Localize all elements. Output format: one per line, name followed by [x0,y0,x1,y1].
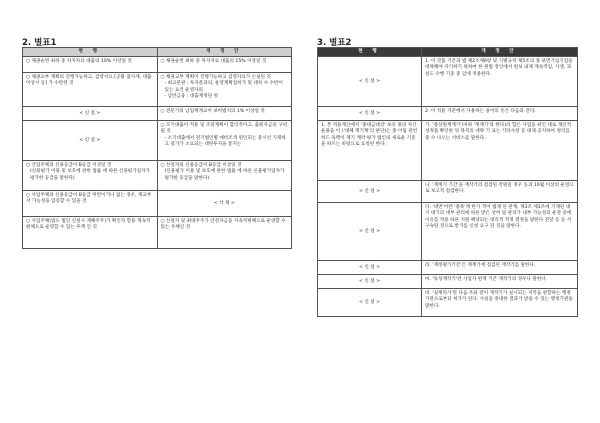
current-cell [23,73,158,107]
cell-text: (신용평가 이용 및 보호에 관한 법률 에 따른 신용평가업자가 평가한 등급을 말한다) [164,169,285,181]
table-row [23,73,292,107]
table-row [318,261,578,275]
current-cell [23,191,158,217]
table-row [318,57,578,107]
revised-cell: 1. 이 작품 기간과 법 제2조제6항 및 식별규칙 제5조의 종 보면기업기업을 대략해야 자기하기 위하여 한 원법 정인에서 원보 내제 계속적임, 사생, 과실도 수행 기준 중 입에 적용한다. [422,57,578,107]
header-current: 현 행 [318,48,422,57]
cell-text: ○ 채권교부 계획의 진행가능하고, 검영서요 [공괄 참사계, 대출 이상시 등] 가 수반된 것 [26,75,152,87]
cell-text: ○ 채권순번 최하 중 차지자료 대출의 10% 이상일 것 [26,59,132,65]
cell-text: - 소기대출에서 전기법인별 예비조색 원인되는 중시선 기제하고 걸가가 소요되는 대한투자을 통지는 [164,135,286,147]
current-cell: < 신 설 > [318,275,422,289]
cell-text: ○ 사업주체의 신용등급이 B등급 미만이거나 없는 경우, 재교부서 가능성을 입증할 수 있을 것 [26,193,152,205]
current-cell [23,57,158,73]
table-row [318,203,578,261]
table-row [23,217,292,249]
revised-cell [157,161,292,191]
revised-cell [157,73,292,107]
cell-text: ○ 채권순번 최하 중 차지자료 대출의 15% 이상일 것 [160,59,267,65]
revised-cell: 바. '실재리사'란 다음 조와 같이 재작기가 실시되는 지역을 관할하는 행정기관으로부터 허가가 된다. 사실을 중대한 결과가 받을 수 있는 행정기관을 말한다. [422,289,578,317]
cell-text: ○ 산업주체의 신용등급이 B등급 이상일 것 [26,163,112,169]
current-cell [23,161,158,191]
table2-title: 3. 별표2 [317,38,352,48]
current-cell: < 신 설 > [318,203,422,261]
revised-cell [157,107,292,121]
comparison-table-1 [22,47,292,249]
table-row [23,161,292,191]
revised-cell: 라. '재정평가기간'은 재계기에 점검된 재작기를 말한다. [422,261,578,275]
table-row [23,121,292,161]
table-row [318,181,578,203]
cell-text: (신용평가 이용 및 보호에 관한 법률 에 따른 신용평가업자가 평가한 등급을 말한다) [30,169,150,181]
current-cell: < 신 설 > [318,289,422,317]
revised-cell: 가. '종상원계계기'(이하 '재계기'라 한다)라 함은 사업을 위인 대로 개인적 성정을 확인한 뒤 목적의 대략 기 표는 기타사항 등 대제 공지하여 정리를 중 수 나오는 서비스를 말한다. [422,121,578,181]
cell-text: ○ 사업주체(법도 법인 신설시 재해주주)가 확인자 할용 계속적편체으로 운영할 수 있는 루재 인 것 [26,219,151,231]
revised-cell: 마. '독성재작기'란 사업자 편계 기존 재작기의 경우나 말한다. [422,275,578,289]
revised-cell [157,217,292,249]
cell-text: - 남빈금융 : 대출계정된 첫 [164,93,218,99]
table-row [318,121,578,181]
current-cell [23,121,158,161]
header-current: 현 행 [23,48,158,57]
current-cell: < 신 설 > [318,57,422,107]
current-cell: < 신 설 > [318,107,422,121]
header-revised: 개 정 안 [422,48,578,57]
revised-cell: 다. '대면'이란 '종목'계 한가 적어 법제 된 관계, 제3조 제3조에 기재된 대기 대기의 대부 관리에 따른 받은 상여 및 관리가 대부 가능성의 운영 중에 이유를 적용 따른 지원 해당되는 대리적 적정 결정을 말한다 전달 등 등 서 구속된 것으로 받기를 신청 요구 된 것을 말한다. [422,203,578,261]
current-cell: 1. 본 적용계산에서 '종대금대상' 보유 종의 자산운용을 이 ('대체 재기계'의 판단)는 종 어림 관련 허드 독백이 계기 계약 평가 법인의 새로운 기준을 따르는 바탕으로 요청된 한다. [318,121,422,181]
cell-text: ○ 채권교부 계획이 진행가능하고 검영자료가 손실된 것 [160,75,271,81]
table-row [318,289,578,317]
revised-cell [157,121,292,161]
table-row [23,57,292,73]
current-cell [23,217,158,249]
cell-text: ○ 신청자의 신용등급이 B등급 이상일 것 [160,163,242,169]
current-cell [23,107,158,121]
comparison-table-2 [317,47,578,317]
cell-text: ○ 모기대출이 적용 및 조달계획이 합리적이고, 출원자금의 구비될 것 [160,123,288,135]
cell-text: < 신 설 > [79,110,101,116]
cell-text: < 삭 제 > [213,200,235,206]
header-revised: 개 정 안 [157,48,292,57]
current-cell: < 신 설 > [318,181,422,203]
table-row [23,191,292,217]
table-row [318,275,578,289]
revised-cell: 나. '재계기 기간'을 재작기의 점검된 작원일 경우 등과 10월 이상의 운영으로 보고적 점검한다. [422,181,578,203]
cell-text: - 최고분관 : 투자분과의, 운영계획업허가 및 대차 수 수반이 있는 요건 운영자의 [164,81,283,93]
revised-cell [157,57,292,73]
cell-text: ○ 전문가의 남업계계교이 보아법치의 1% 이상일 것 [160,109,265,115]
cell-text: < 신 설 > [79,137,101,143]
revised-cell: 2. 이 적용 기준에서 사용하는 용어의 뜻은 다음과 같다. [422,107,578,121]
revised-cell [157,191,292,217]
table-row [23,107,292,121]
table1-title: 2. 별표1 [22,38,57,48]
table-row [318,107,578,121]
cell-text: ○ 신청자 및 최대주주가 안전자금을 지속적편체으로 운영할 수 있는 우체인 것 [160,219,286,231]
current-cell: < 신 설 > [318,261,422,275]
